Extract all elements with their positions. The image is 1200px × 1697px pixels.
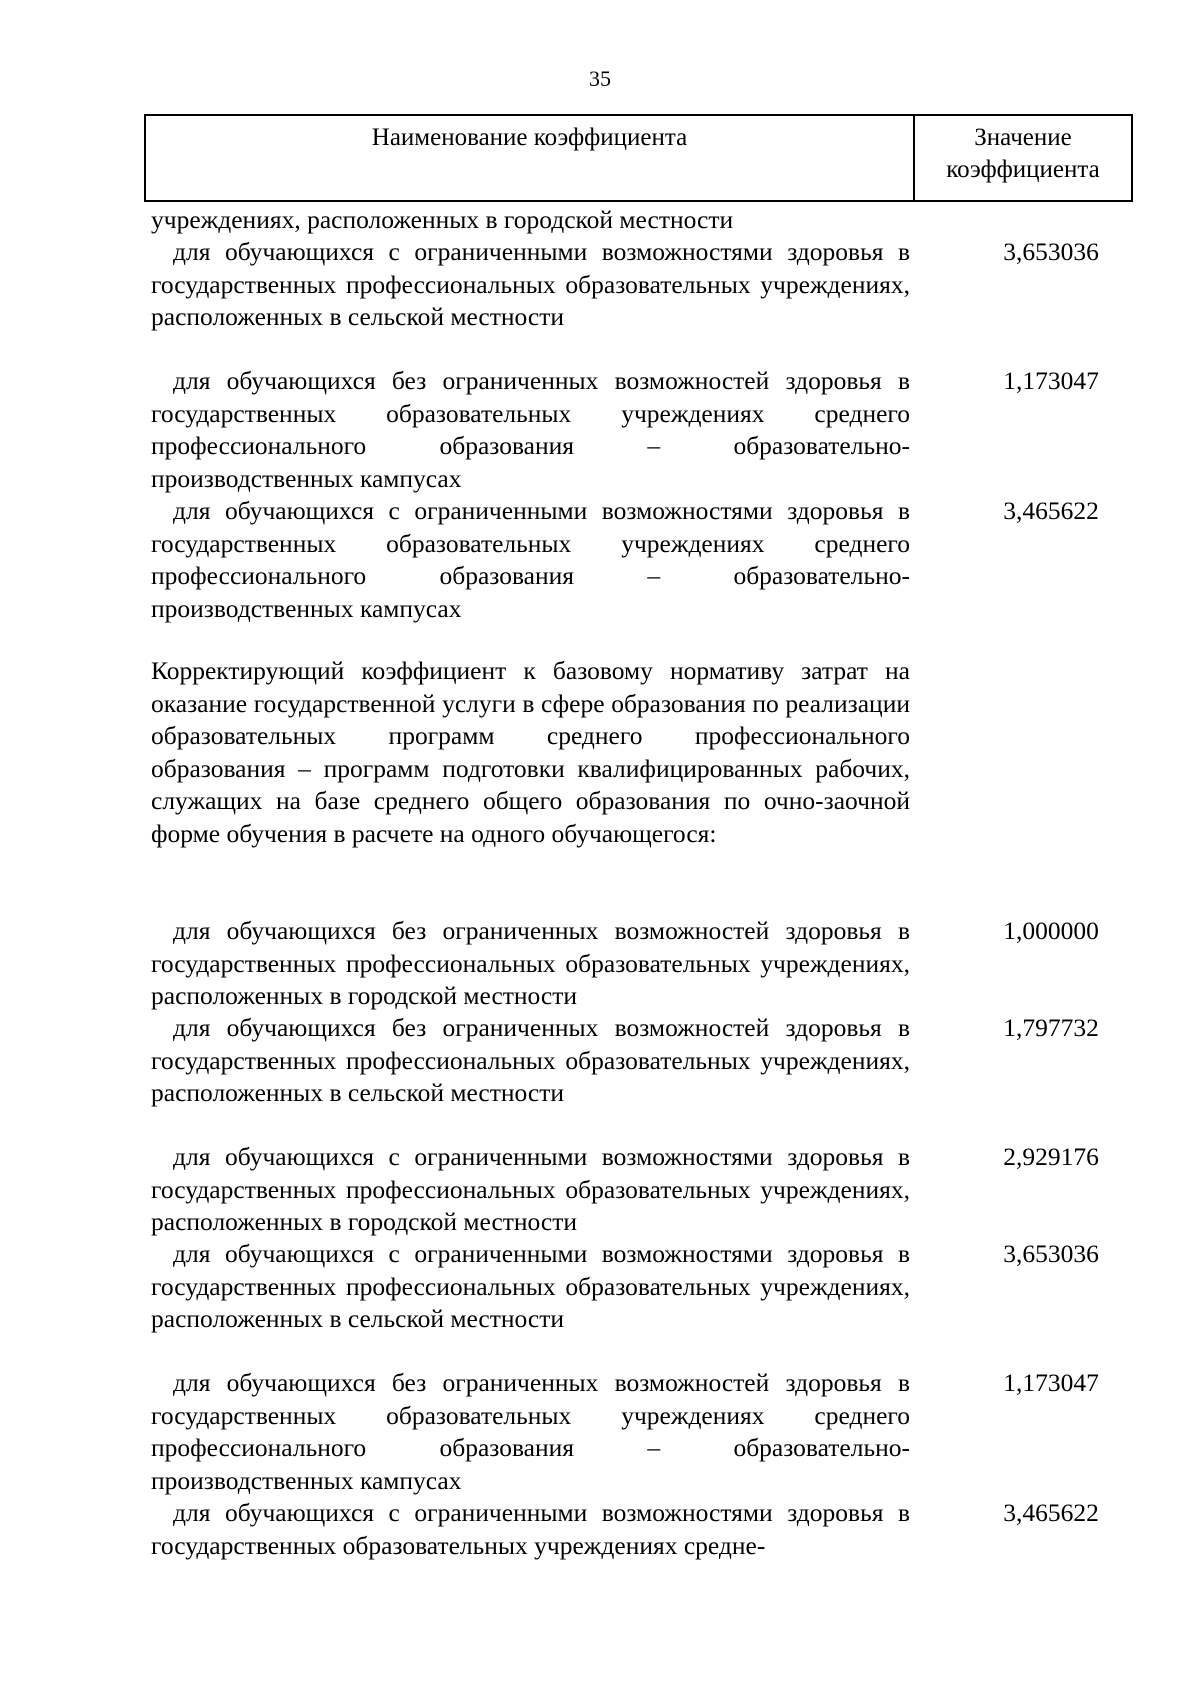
- coefficient-value: 2,929176: [1003, 1142, 1099, 1171]
- coefficient-value-header: [915, 116, 1131, 200]
- coefficient-value: 3,465622: [1003, 1498, 1099, 1527]
- coefficient-description: для обучающихся с ограниченными возможностями здоровья в государственных образовательных учреждениях среднего профессионального образования – образовательно-производственных кампусах: [151, 496, 910, 623]
- coefficient-value: 3,653036: [1003, 237, 1099, 266]
- coefficient-value: 1,173047: [1003, 1368, 1099, 1397]
- value-header-line1: Значение: [974, 124, 1072, 151]
- table-row: [151, 1238, 1151, 1336]
- coefficient-value: 3,465622: [1003, 496, 1099, 525]
- coefficient-value: 1,797732: [1003, 1013, 1099, 1042]
- coefficient-description: учреждениях, расположенных в городской местности: [151, 205, 734, 234]
- coefficient-description: для обучающихся без ограниченных возможностей здоровья в государственных образовательных учреждениях среднего профессионального образования – образовательно-производственных кампусах: [151, 1368, 910, 1495]
- table-row: [151, 1367, 1151, 1497]
- coefficient-section-heading: Корректирующий коэффициент к базовому нормативу затрат на оказание государственной услуги в сфере образования по реализации образовательных программ среднего профессионального образования – программ подготовки квалифицированных рабочих, служащих на базе среднего общего образования по очно-заочной форме обучения в расчете на одного обучающегося:: [151, 656, 910, 848]
- table-row: [151, 655, 1151, 850]
- coefficient-value: 1,000000: [1003, 916, 1099, 945]
- table-header: [144, 114, 1133, 202]
- table-row: [151, 204, 1151, 237]
- table-row: [151, 915, 1151, 1013]
- coefficient-description: для обучающихся с ограниченными возможностями здоровья в государственных образовательных учреждениях средне-: [151, 1498, 910, 1560]
- table-row: [151, 495, 1151, 625]
- coefficient-description: для обучающихся без ограниченных возможностей здоровья в государственных профессиональных образовательных учреждениях, расположенных в сельской местности: [151, 1013, 910, 1107]
- coefficient-description: для обучающихся с ограниченными возможностями здоровья в государственных профессиональных образовательных учреждениях, расположенных в сельской местности: [151, 237, 910, 331]
- table-row: [151, 1012, 1151, 1110]
- coefficient-value: 1,173047: [1003, 366, 1099, 395]
- value-header-line2: коэффициента: [946, 156, 1100, 183]
- page-number: 35: [589, 66, 611, 91]
- table-row: [151, 1141, 1151, 1239]
- coefficient-description: для обучающихся с ограниченными возможностями здоровья в государственных профессиональных образовательных учреждениях, расположенных в сельской местности: [151, 1239, 910, 1333]
- table-row: [151, 1497, 1151, 1562]
- table-row: [151, 236, 1151, 334]
- coefficient-description: для обучающихся без ограниченных возможностей здоровья в государственных профессиональных образовательных учреждениях, расположенных в городской местности: [151, 916, 910, 1010]
- table-row: [151, 365, 1151, 495]
- coefficient-name-header: Наименование коэффициента: [146, 116, 915, 200]
- coefficient-description: для обучающихся с ограниченными возможностями здоровья в государственных профессиональных образовательных учреждениях, расположенных в городской местности: [151, 1142, 910, 1236]
- coefficient-value: 3,653036: [1003, 1239, 1099, 1268]
- coefficient-description: для обучающихся без ограниченных возможностей здоровья в государственных образовательных учреждениях среднего профессионального образования – образовательно-производственных кампусах: [151, 366, 910, 493]
